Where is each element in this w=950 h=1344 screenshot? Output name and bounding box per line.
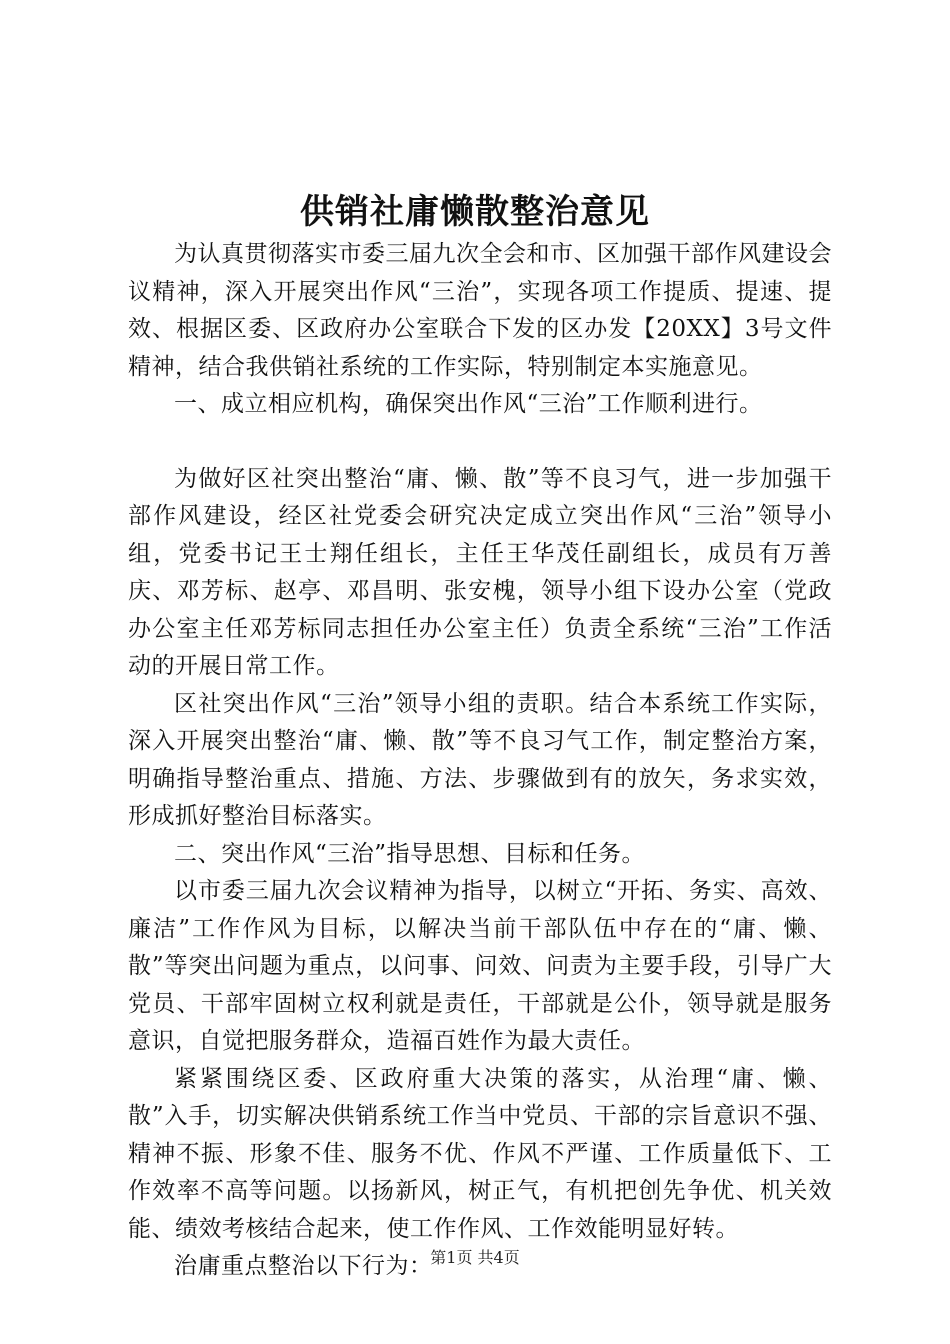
paragraph-rectification-list: 治庸重点整治以下行为： [174, 1253, 433, 1279]
document-body [128, 236, 832, 1286]
document-title: 供销社庸懒散整治意见 [300, 192, 650, 232]
paragraph-leading-group: 为做好区社突出整治“庸、懒、散”等不良习气，进一步加强干部作风建设，经区社党委会研究决定成立突出作风“三治”领导小组，党委书记王士翔任组长，主任王华茂任副组长，成员有万善庆、邓芳标、赵亭、邓昌明、张安槐，领导小组下设办公室（党政办公室主任邓芳标同志担任办公室主任）负责全系统“三治”工作活动的开展日常工作。 [128, 465, 832, 679]
paragraph-group-duties: 区社突出作风“三治”领导小组的责职。结合本系统工作实际，深入开展突出整治“庸、懒、散”等不良习气工作，制定整治方案，明确指导整治重点、措施、方法、步骤做到有的放矢，务求实效，形成抓好整治目标落实。 [128, 690, 832, 829]
paragraph-guiding-thought: 以市委三届九次会议精神为指导，以树立“开拓、务实、高效、廉洁”工作作风为目标，以解决当前干部队伍中存在的“庸、懒、散”等突出问题为重点，以问事、问效、问责为主要手段，引导广大党员、干部牢固树立权利就是责任，干部就是公仆，领导就是服务意识，自觉把服务群众，造福百姓作为最大责任。 [128, 878, 832, 1054]
section-heading-1: 一、成立相应机构，确保突出作风“三治”工作顺利进行。 [174, 391, 763, 417]
section-heading-2: 二、突出作风“三治”指导思想、目标和任务。 [174, 840, 646, 867]
paragraph-intro: 为认真贯彻落实市委三届九次全会和市、区加强干部作风建设会议精神，深入开展突出作风“三治”，实现各项工作提质、提速、提效、根据区委、区政府办公室联合下发的区办发【20XX】3号文件精神，结合我供销社系统的工作实际，特别制定本实施意见。 [128, 241, 832, 380]
paragraph-goals: 紧紧围绕区委、区政府重大决策的落实，从治理“庸、懒、散”入手，切实解决供销系统工作当中党员、干部的宗旨意识不强、精神不振、形象不佳、服务不优、作风不严谨、工作质量低下、工作效率不高等问题。以扬新风，树正气，有机把创先争优、机关效能、绩效考核结合起来，使工作作风、工作效能明显好转。 [128, 1065, 832, 1242]
page-footer: 第1页 共4页 [430, 1248, 520, 1267]
